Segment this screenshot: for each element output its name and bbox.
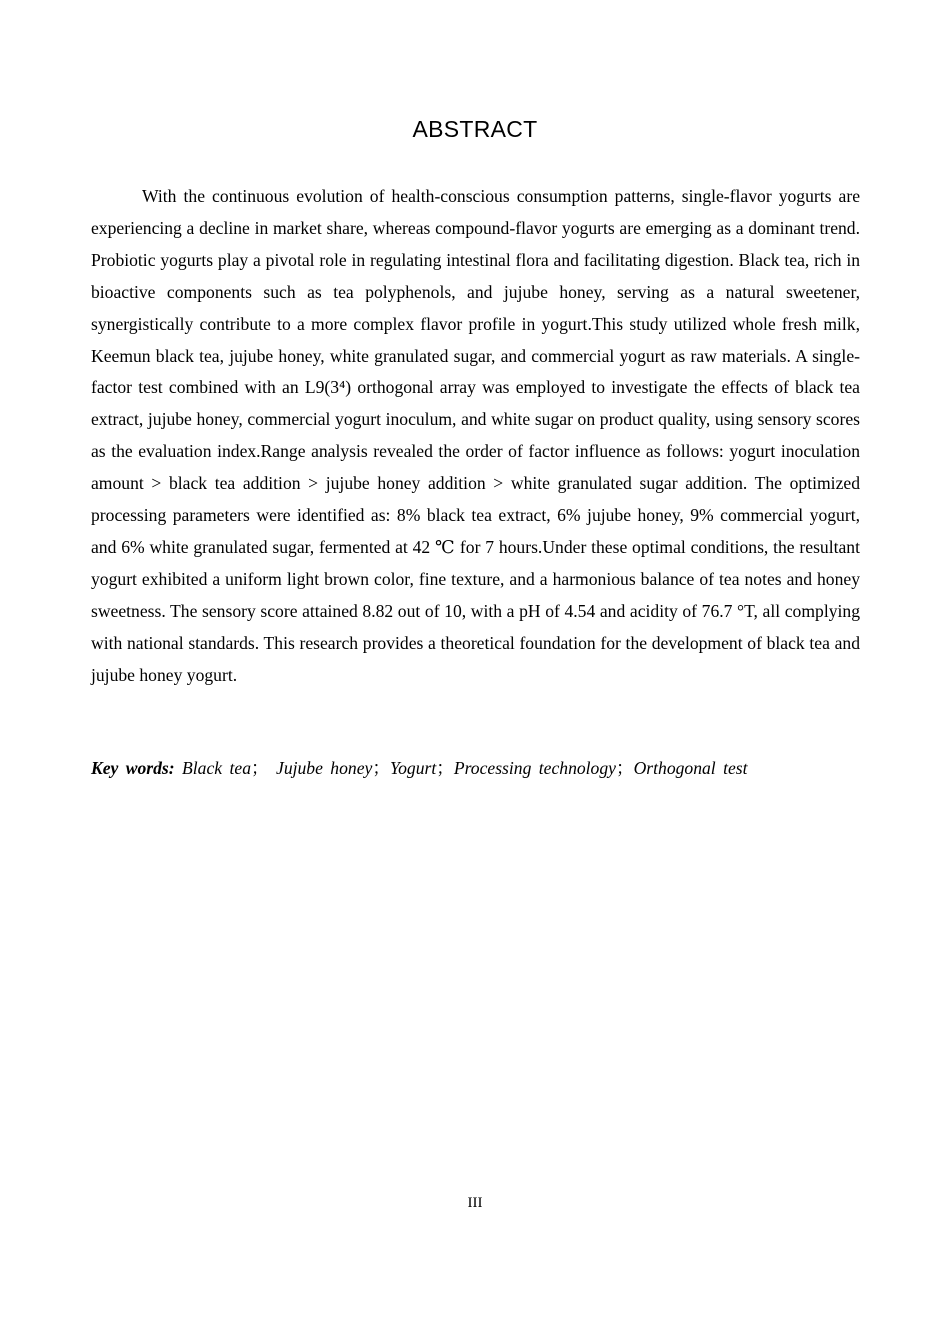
keyword-separator: ；: [615, 758, 634, 778]
keyword-item: Jujube honey: [276, 758, 373, 778]
keyword-item: Yogurt: [389, 758, 437, 778]
keyword-item: Processing technology: [453, 758, 616, 778]
page-number: III: [467, 1195, 483, 1211]
keywords-line: [91, 754, 860, 782]
keyword-separator: ；: [251, 758, 269, 778]
keyword-item: Orthogonal test: [633, 758, 748, 778]
keyword-separator: ；: [436, 758, 454, 778]
abstract-title: ABSTRACT: [412, 116, 538, 142]
keyword-item: Black tea: [182, 758, 251, 778]
keywords-label: Key words:: [91, 758, 175, 778]
keyword-separator: ；: [372, 758, 390, 778]
abstract-body: With the continuous evolution of health-conscious consumption patterns, single-flavor yogurts are experiencing a decline in market share, whereas compound-flavor yogurts are emerging as a dominant trend. Probiotic yogurts play a pivotal role in regulating intestinal flora and facilitating digestion. Black tea, rich in bioactive components such as tea polyphenols, and jujube honey, serving as a natural sweetener, synergistically contribute to a more complex flavor profile in yogurt.This study utilized whole fresh milk, Keemun black tea, jujube honey, white granulated sugar, and commercial yogurt as raw materials. A single-factor test combined with an L9(3⁴) orthogonal array was employed to investigate the effects of black tea extract, jujube honey, commercial yogurt inoculum, and white sugar on product quality, using sensory scores as the evaluation index.Range analysis revealed the order of factor influence as follows: yogurt inoculation amount > black tea addition > jujube honey addition > white granulated sugar addition. The optimized processing parameters were identified as: 8% black tea extract, 6% jujube honey, 9% commercial yogurt, and 6% white granulated sugar, fermented at 42 ℃ for 7 hours.Under these optimal conditions, the resultant yogurt exhibited a uniform light brown color, fine texture, and a harmonious balance of tea notes and honey sweetness. The sensory score attained 8.82 out of 10, with a pH of 4.54 and acidity of 76.7 °T, all complying with national standards. This research provides a theoretical foundation for the development of black tea and jujube honey yogurt.: [91, 186, 860, 685]
